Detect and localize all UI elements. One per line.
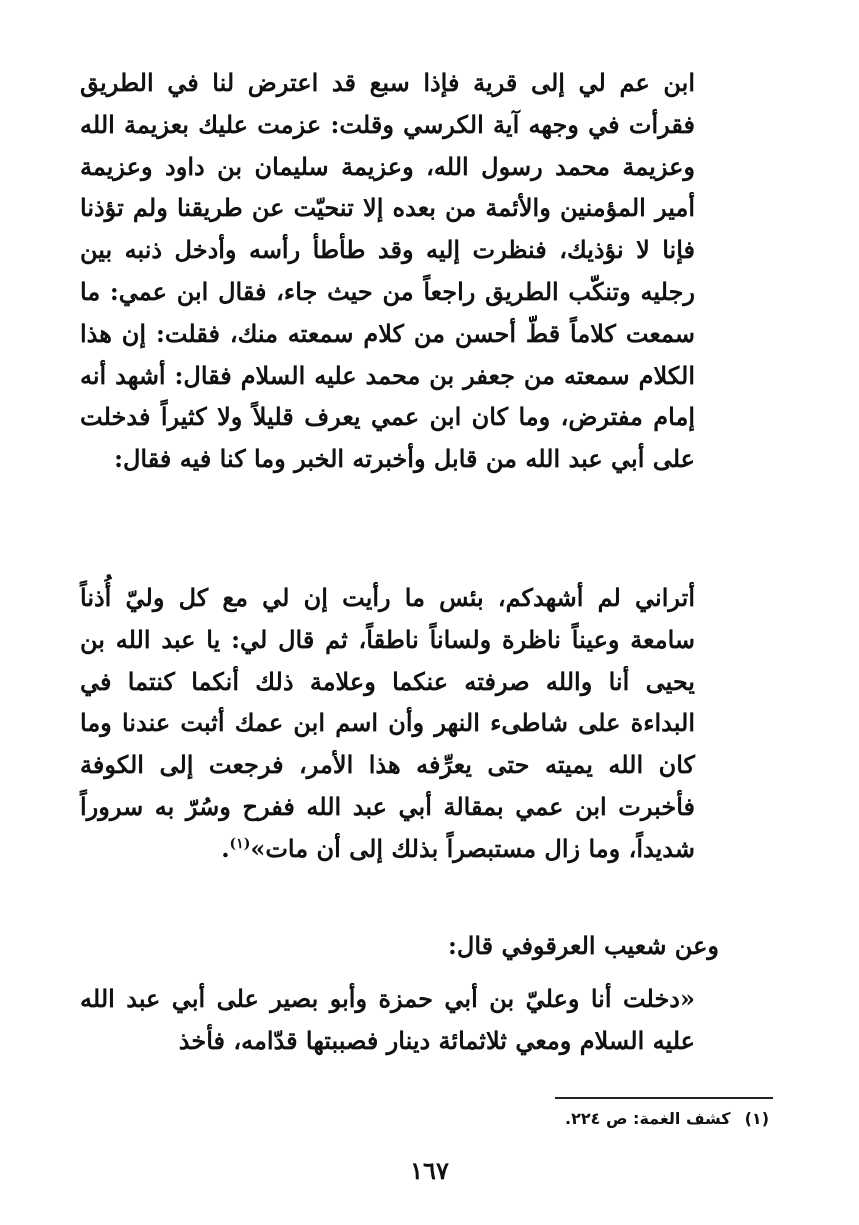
paragraph-1 [80,62,695,480]
footnote-text: كشف الغمة: ص ٢٢٤. [565,1109,731,1128]
paragraph-3-text: وعن شعيب العرقوفي قال: [448,931,719,960]
paragraph-4 [80,978,695,1062]
footnote-number: (١) [744,1109,769,1128]
paragraph-2-end: . [221,833,230,863]
paragraph-2-text: أتراني لم أشهدكم، بئس ما رأيت إن لي مع كل وليّ أُذناً سامعة وعيناً ناظرة ولساناً ناطقاً، ثم قال لي: يا عبد الله بن يحيى أنا والله صرفته عنكما وعلامة ذلك أنكما كنتما في البداءة على شاطىء النهر وأن اسم ابن عمك أثبت عندنا وما كان الله يميته حتى يعرِّفه هذا الأمر، فرجعت إلى الكوفة فأخبرت ابن عمي بمقالة أبي عبد الله ففرح وسُرّ به سروراً شديداً، وما زال مستبصراً بذلك إلى أن مات» [80,583,695,863]
paragraph-4-text: «دخلت أنا وعليّ بن أبي حمزة وأبو بصير على أبي عبد الله عليه السلام ومعي ثلاثمائة دينار فصببتها قدّامه، فأخذ [80,984,695,1055]
footnote-divider [555,1097,773,1099]
paragraph-2 [80,577,695,870]
footnote-reference: (١) [229,835,251,852]
footnote [565,1108,769,1130]
page-number: ١٦٧ [410,1156,449,1185]
paragraph-1-text: ابن عم لي إلى قرية فإذا سبع قد اعترض لنا في الطريق فقرأت في وجهه آية الكرسي وقلت: عزمت عليك بعزيمة الله وعزيمة محمد رسول الله، وعزيمة سليمان بن داود وعزيمة أمير المؤمنين والأئمة من بعده إلا تنحيّت عن طريقنا ولم تؤذنا فإنا لا نؤذيك، فنظرت إليه وقد طأطأ رأسه وأدخل ذنبه بين رجليه وتنكّب الطريق راجعاً من حيث جاء، فقال ابن عمي: ما سمعت كلاماً قطّ أحسن من كلام سمعته منك، فقلت: إن هذا الكلام سمعته من جعفر بن محمد عليه السلام فقال: أشهد أنه إمام مفترض، وما كان ابن عمي يعرف قليلاً ولا كثيراً فدخلت على أبي عبد الله من قابل وأخبرته الخبر وما كنا فيه فقال: [80,68,696,474]
paragraph-3 [159,925,719,967]
